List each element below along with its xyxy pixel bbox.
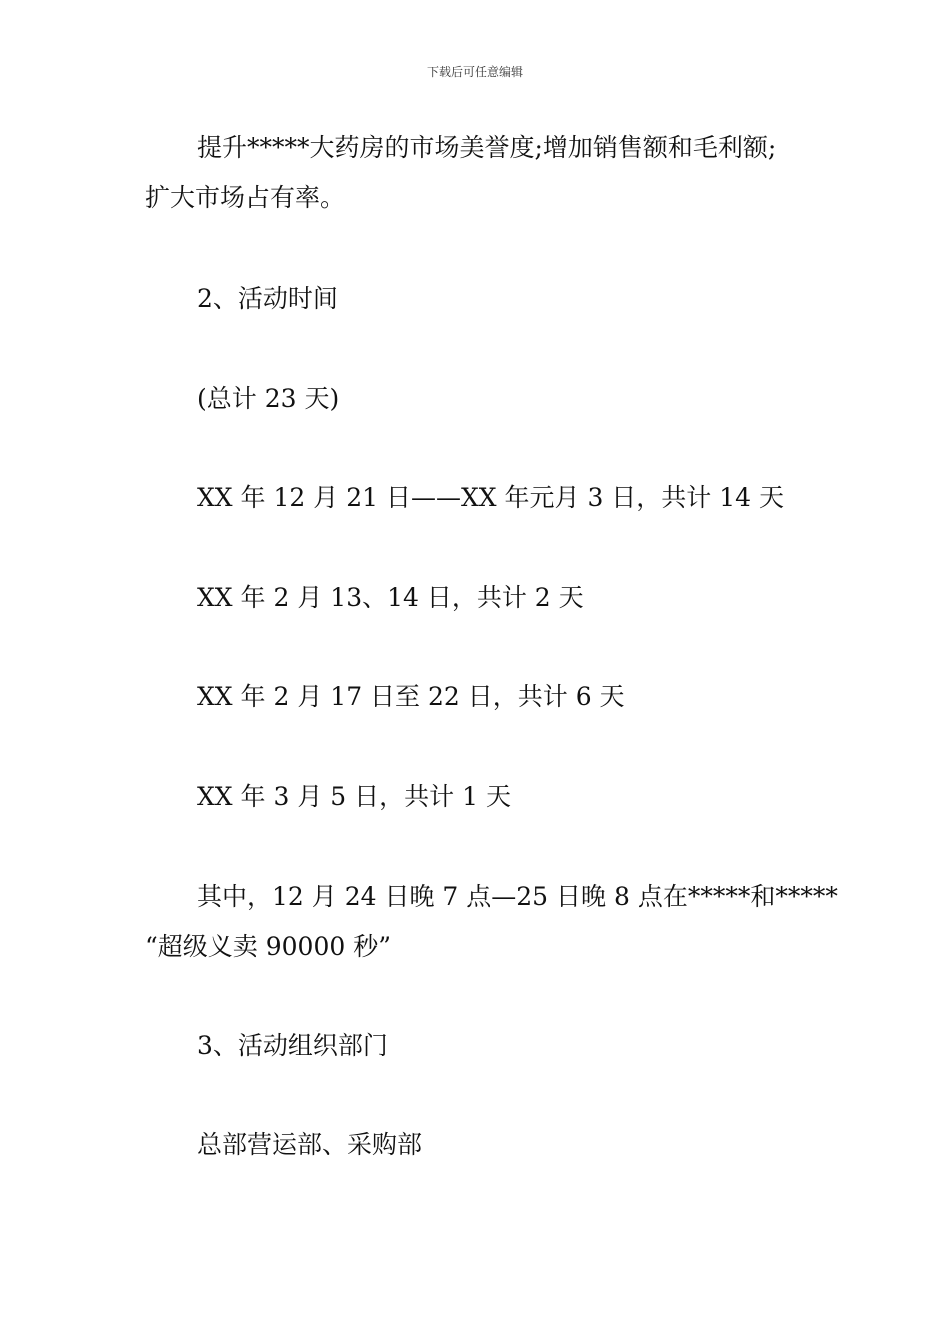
- paragraph-goals: [145, 123, 825, 223]
- paragraph-line: 总部营运部、采购部: [197, 1130, 423, 1159]
- paragraph-line: XX 年 2 月 17 日至 22 日，共计 6 天: [197, 682, 625, 711]
- paragraph-special-event: [145, 872, 838, 972]
- paragraph-line: 提升*****大药房的市场美誉度;增加销售额和毛利额;: [197, 133, 777, 162]
- paragraph-line: (总计 23 天): [197, 384, 340, 413]
- paragraph-line: “超级义卖 90000 秒”: [145, 932, 391, 961]
- paragraph-line: 3、活动组织部门: [197, 1031, 388, 1060]
- paragraph-period-1: [145, 473, 825, 523]
- section-heading-organizers: [145, 1021, 825, 1071]
- paragraph-period-2: [145, 573, 825, 623]
- paragraph-period-4: [145, 772, 825, 822]
- paragraph-line: XX 年 3 月 5 日，共计 1 天: [197, 782, 511, 811]
- paragraph-period-3: [145, 672, 825, 722]
- paragraph-total-days: [145, 374, 825, 424]
- paragraph-line: 扩大市场占有率。: [145, 183, 346, 212]
- paragraph-line: 其中，12 月 24 日晚 7 点—25 日晚 8 点在*****和*****: [197, 882, 838, 911]
- paragraph-line: XX 年 12 月 21 日——XX 年元月 3 日，共计 14 天: [197, 483, 785, 512]
- paragraph-line: XX 年 2 月 13、14 日，共计 2 天: [197, 583, 584, 612]
- paragraph-departments: [145, 1120, 825, 1170]
- page-header: 下载后可任意编辑: [426, 65, 523, 79]
- paragraph-line: 2、活动时间: [197, 284, 338, 313]
- section-heading-activity-time: [145, 274, 825, 324]
